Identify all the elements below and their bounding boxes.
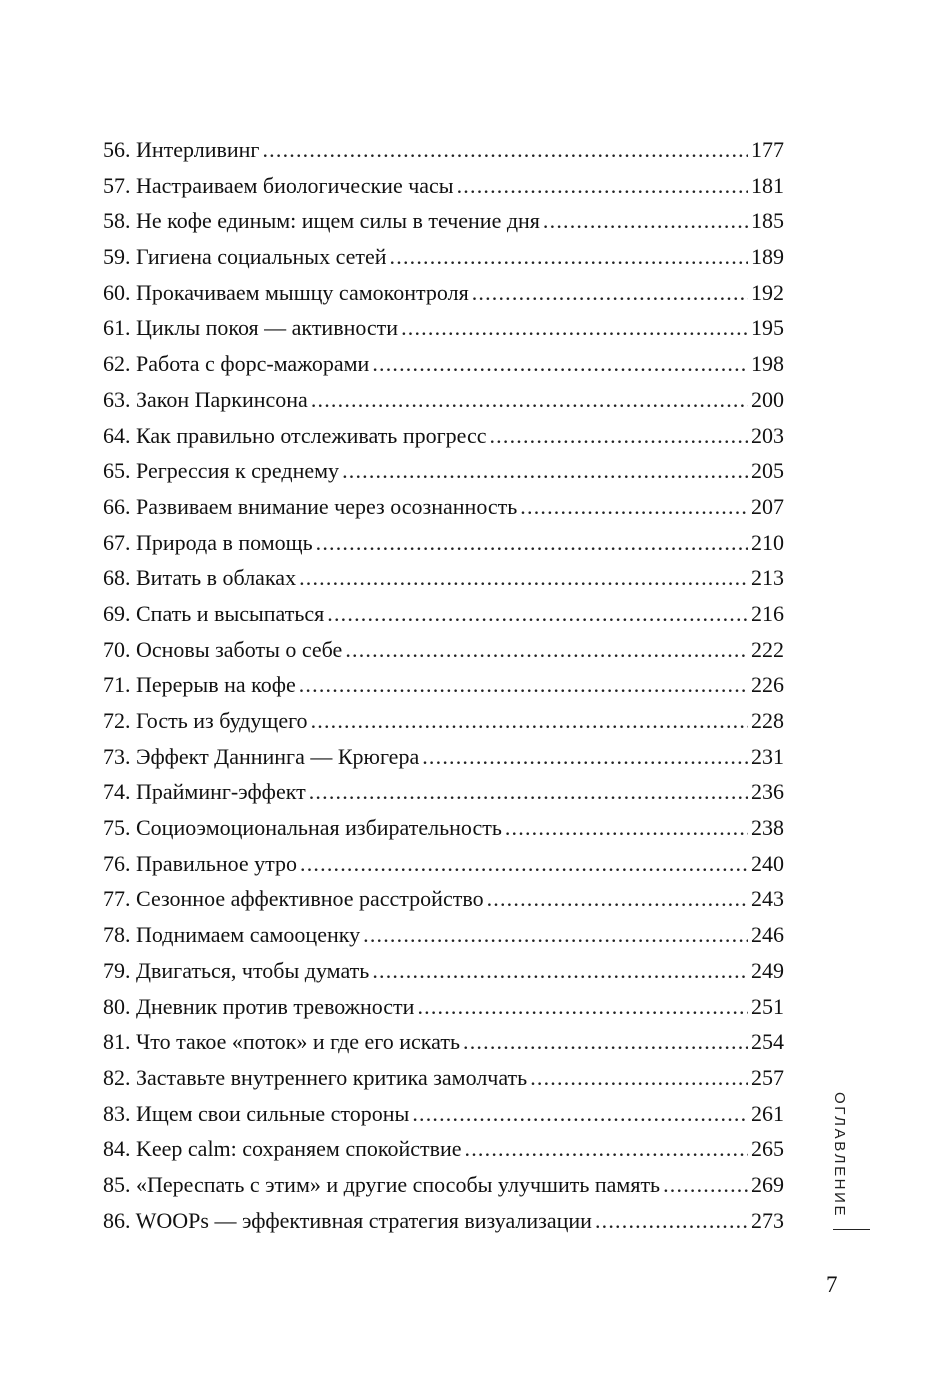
toc-entry-page: 265 (751, 1136, 784, 1162)
toc-entry (103, 168, 784, 204)
toc-entry-title: 79. Двигаться, чтобы думать (103, 957, 370, 983)
toc-entry (103, 810, 784, 846)
toc-entry (103, 703, 784, 739)
dot-leader (300, 846, 748, 882)
toc-entry-page: 273 (751, 1207, 784, 1233)
toc-entry-page: 198 (751, 351, 784, 377)
toc-entry-title: 69. Спать и высыпаться (103, 600, 325, 626)
toc-entry (103, 525, 784, 561)
toc-entry (103, 418, 784, 454)
dot-leader (345, 632, 748, 668)
toc-entry-title: 60. Прокачиваем мышцу самоконтроля (103, 279, 469, 305)
dot-leader (311, 382, 748, 418)
dot-leader (262, 132, 748, 168)
toc-entry-title: 66. Развиваем внимание через осознанность (103, 493, 518, 519)
toc-entry (103, 953, 784, 989)
toc-entry-page: 257 (751, 1064, 784, 1090)
dot-leader (520, 489, 748, 525)
section-divider (833, 1229, 870, 1230)
toc-entry (103, 132, 784, 168)
toc-entry-title: 80. Дневник против тревожности (103, 993, 415, 1019)
toc-entry-title: 58. Не кофе единым: ищем силы в течение дня (103, 208, 540, 234)
dot-leader (327, 596, 748, 632)
toc-entry (103, 310, 784, 346)
dot-leader (401, 310, 748, 346)
dot-leader (487, 881, 748, 917)
toc-entry-title: 83. Ищем свои сильные стороны (103, 1100, 410, 1126)
toc-entry-title: 67. Природа в помощь (103, 529, 313, 555)
toc-entry-page: 181 (751, 172, 784, 198)
toc-entry (103, 881, 784, 917)
toc-entry (103, 917, 784, 953)
toc-entry (103, 1096, 784, 1132)
toc-entry-page: 195 (751, 315, 784, 341)
dot-leader (595, 1203, 748, 1239)
toc-entry-title: 86. WOOPs — эффективная стратегия визуализации (103, 1207, 592, 1233)
toc-entry-title: 76. Правильное утро (103, 850, 298, 876)
toc-entry-title: 70. Основы заботы о себе (103, 636, 343, 662)
toc-entry (103, 489, 784, 525)
toc-entry-title: 57. Настраиваем биологические часы (103, 172, 454, 198)
toc-entry-title: 61. Циклы покоя — активности (103, 315, 399, 341)
dot-leader (530, 1060, 748, 1096)
toc-entry (103, 1024, 784, 1060)
toc-entry-page: 226 (751, 672, 784, 698)
toc-entry-title: 78. Поднимаем самооценку (103, 922, 361, 948)
toc-entry (103, 667, 784, 703)
toc-entry-title: 74. Прайминг-эффект (103, 779, 306, 805)
dot-leader (412, 1096, 748, 1132)
dot-leader (417, 989, 748, 1025)
dot-leader (311, 703, 748, 739)
toc-entry (103, 382, 784, 418)
toc-entry-title: 64. Как правильно отслеживать прогресс (103, 422, 487, 448)
dot-leader (299, 560, 748, 596)
toc-entry-page: 261 (751, 1100, 784, 1126)
toc-entry-page: 192 (751, 279, 784, 305)
toc-entry-page: 222 (751, 636, 784, 662)
toc-entry-title: 72. Гость из будущего (103, 708, 308, 733)
dot-leader (465, 1131, 748, 1167)
toc-entry (103, 275, 784, 311)
toc-entry (103, 560, 784, 596)
toc-entry-page: 238 (751, 815, 784, 841)
dot-leader (505, 810, 748, 846)
toc-entry-title: 71. Перерыв на кофе (103, 672, 296, 698)
toc-entry-title: 85. «Переспать с этим» и другие способы улучшить память (103, 1171, 661, 1197)
toc-entry-page: 269 (751, 1171, 784, 1197)
toc-entry (103, 846, 784, 882)
dot-leader (422, 739, 748, 775)
dot-leader (363, 917, 748, 953)
toc-entry (103, 632, 784, 668)
toc-entry (103, 1203, 784, 1239)
dot-leader (372, 346, 748, 382)
toc-entry-title: 77. Сезонное аффективное расстройство (103, 886, 484, 912)
toc-entry-page: 254 (751, 1029, 784, 1055)
toc-entry-title: 81. Что такое «поток» и где его искать (103, 1029, 461, 1055)
toc-entry-title: 65. Регрессия к среднему (103, 458, 340, 484)
toc-entry (103, 596, 784, 632)
toc-entry-page: 246 (751, 922, 784, 948)
dot-leader (372, 953, 748, 989)
toc-entry-page: 249 (751, 957, 784, 983)
toc-entry-page: 228 (751, 708, 784, 733)
toc-entry-title: 82. Заставьте внутреннего критика замолчать (103, 1064, 528, 1090)
toc-entry (103, 1060, 784, 1096)
dot-leader (543, 203, 748, 239)
toc-entry-title: 68. Витать в облаках (103, 565, 297, 591)
dot-leader (463, 1024, 748, 1060)
toc-entry-page: 189 (751, 244, 784, 270)
toc-entry (103, 203, 784, 239)
toc-entry-page: 185 (751, 208, 784, 234)
toc-entry-page: 213 (751, 565, 784, 591)
toc-entry (103, 774, 784, 810)
dot-leader (299, 667, 748, 703)
dot-leader (457, 168, 748, 204)
toc-entry-title: 63. Закон Паркинсона (103, 386, 308, 412)
toc-entry-title: 84. Keep calm: сохраняем спокойствие (103, 1136, 462, 1162)
toc-entry-page: 240 (751, 850, 784, 876)
toc-entry-page: 203 (751, 422, 784, 448)
toc-entry-page: 243 (751, 886, 784, 912)
dot-leader (390, 239, 748, 275)
page-number: 7 (826, 1272, 838, 1297)
toc-entry (103, 346, 784, 382)
toc-entry (103, 453, 784, 489)
dot-leader (309, 774, 748, 810)
toc-entry-page: 216 (751, 600, 784, 626)
dot-leader (489, 418, 748, 454)
toc-entry-page: 205 (751, 458, 784, 484)
dot-leader (342, 453, 748, 489)
toc-entry-title: 62. Работа с форс-мажорами (103, 351, 370, 377)
toc-entry-title: 75. Социоэмоциональная избирательность (103, 815, 502, 841)
toc-entry-page: 251 (751, 993, 784, 1019)
toc-entry (103, 989, 784, 1025)
dot-leader (472, 275, 748, 311)
toc-entry-title: 59. Гигиена социальных сетей (103, 244, 387, 270)
toc-entry (103, 1131, 784, 1167)
section-label: ОГЛАВЛЕНИЕ (831, 1092, 848, 1219)
toc-entry-page: 200 (751, 386, 784, 412)
toc-entry-page: 210 (751, 529, 784, 555)
toc-entry (103, 1167, 784, 1203)
toc-entry (103, 239, 784, 275)
dot-leader (663, 1167, 748, 1203)
toc-entry-title: 56. Интерливинг (103, 137, 260, 162)
dot-leader (316, 525, 748, 561)
toc-entry-page: 236 (751, 779, 784, 805)
toc-entry-page: 207 (751, 493, 784, 519)
toc-entry-page: 231 (751, 743, 784, 769)
toc-entry-page: 177 (751, 137, 784, 162)
table-of-contents (103, 132, 784, 1238)
toc-entry (103, 739, 784, 775)
toc-entry-title: 73. Эффект Даннинга — Крюгера (103, 743, 420, 769)
